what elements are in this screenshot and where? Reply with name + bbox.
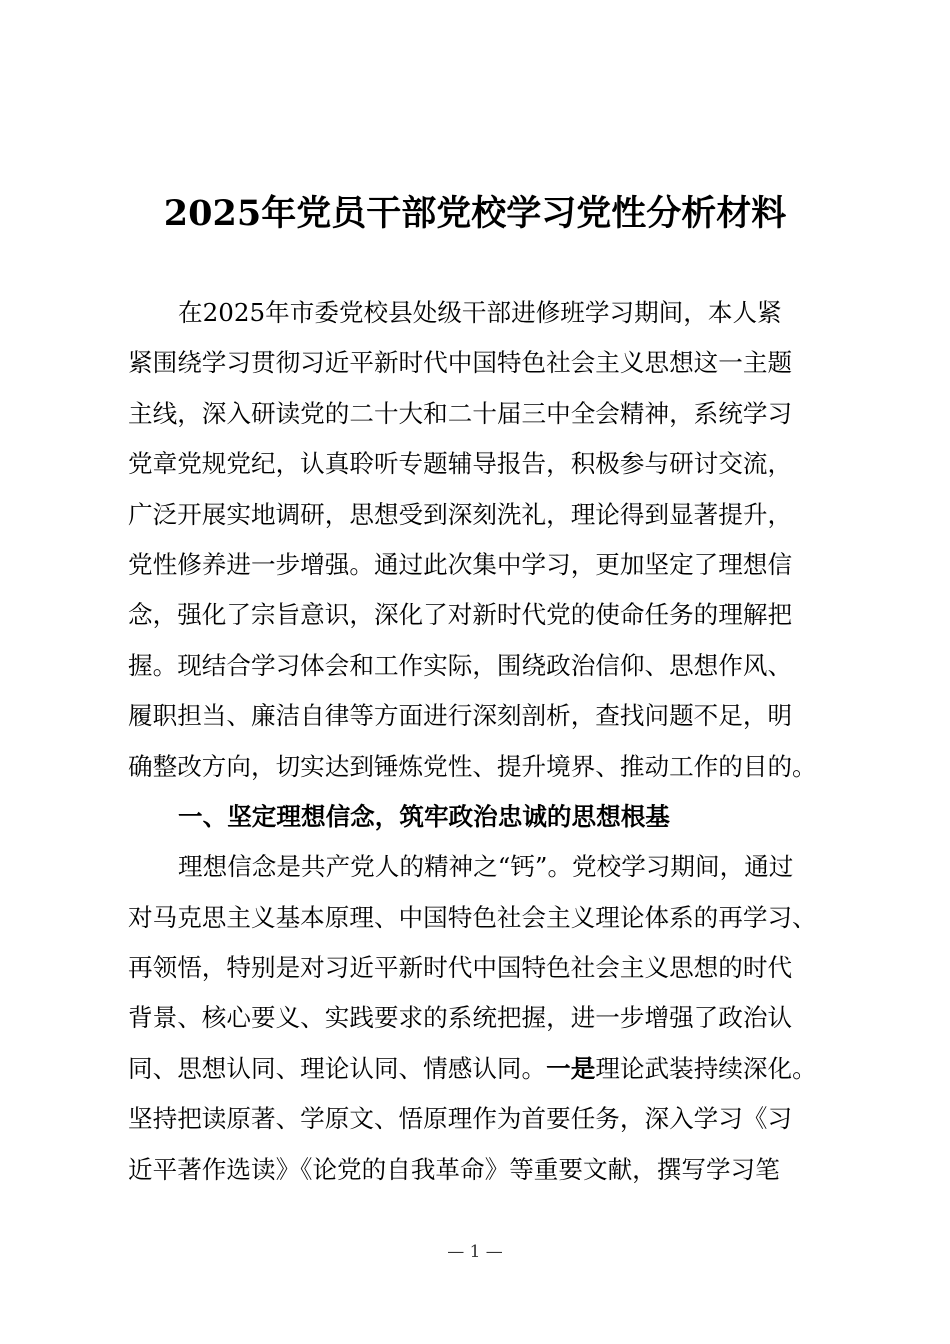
text-line	[128, 1044, 828, 1094]
text-segment: 同、思想认同、理论认同、情感认同。	[128, 1053, 547, 1083]
text-line: 握。现结合学习体会和工作实际，围绕政治信仰、思想作风、	[128, 650, 793, 680]
text-line: 背景、核心要义、实践要求的系统把握，进一步增强了政治认	[128, 1003, 793, 1033]
text-line: 党章党规党纪，认真聆听专题辅导报告，积极参与研讨交流，	[128, 449, 793, 479]
text-line: 对马克思主义基本原理、中国特色社会主义理论体系的再学习、	[128, 902, 817, 932]
section-paragraph	[128, 842, 828, 1195]
bold-lead-phrase: 一是	[546, 1053, 596, 1083]
text-line: 广泛开展实地调研，思想受到深刻洗礼，理论得到显著提升，	[128, 499, 793, 529]
text-line: 再领悟，特别是对习近平新时代中国特色社会主义思想的时代	[128, 953, 793, 983]
text-line: 近平著作选读》《论党的自我革命》等重要文献，撰写学习笔	[128, 1154, 780, 1184]
text-line: 党性修养进一步增强。通过此次集中学习，更加坚定了理想信	[128, 549, 793, 579]
text-line: 确整改方向，切实达到锤炼党性、提升境界、推动工作的目的。	[128, 751, 817, 781]
text-line: 履职担当、廉洁自律等方面进行深刻剖析，查找问题不足，明	[128, 701, 793, 731]
page-number: — 1 —	[447, 1242, 503, 1262]
text-line: 坚持把读原著、学原文、悟原理作为首要任务，深入学习《习	[128, 1104, 793, 1134]
section-heading: 一、坚定理想信念，筑牢政治忠诚的思想根基	[178, 801, 670, 831]
text-segment: 理论武装持续深化。	[595, 1053, 817, 1083]
document-body	[128, 288, 828, 1195]
text-line: 主线，深入研读党的二十大和二十届三中全会精神，系统学习	[128, 398, 793, 428]
text-line: 在2025年市委党校县处级干部进修班学习期间，本人紧	[178, 298, 782, 327]
document-title: 2025年党员干部党校学习党性分析材料	[163, 193, 787, 234]
text-line: 念，强化了宗旨意识，深化了对新时代党的使命任务的理解把	[128, 600, 793, 630]
text-line: 理想信念是共产党人的精神之“钙”。党校学习期间，通过	[178, 852, 794, 882]
text-line: 紧围绕学习贯彻习近平新时代中国特色社会主义思想这一主题	[128, 348, 793, 378]
intro-paragraph	[128, 288, 828, 792]
